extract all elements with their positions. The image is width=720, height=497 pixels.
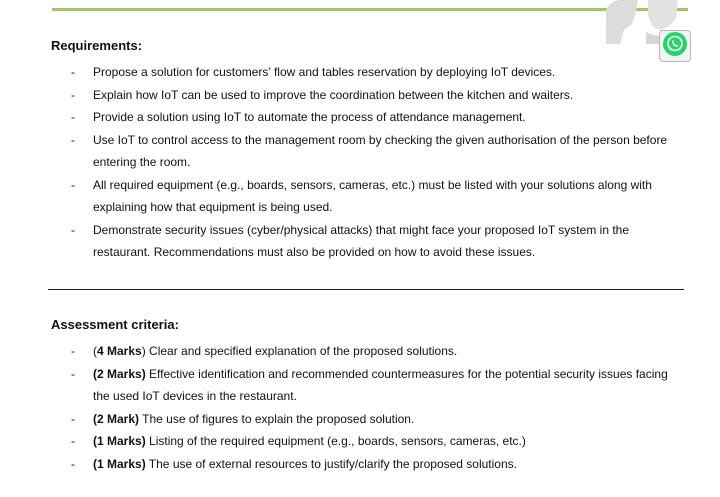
criterion-text: Clear and specified explanation of the proposed solutions.	[145, 344, 458, 358]
section-divider	[48, 289, 684, 290]
list-item	[52, 61, 684, 84]
list-dash: -	[71, 110, 75, 124]
list-dash: -	[71, 222, 75, 237]
list-dash: -	[71, 65, 75, 79]
whatsapp-icon	[662, 31, 688, 62]
list-item-text: Use IoT to control access to the management room by checking the given authorisation of the person before entering the room.	[93, 132, 668, 169]
list-item	[52, 453, 684, 476]
list-item-text: All required equipment (e.g., boards, sensors, cameras, etc.) must be listed with your solutions along with explaining how that equipment is being used.	[93, 177, 652, 214]
list-dash: -	[71, 344, 75, 358]
list-dash: -	[71, 411, 75, 426]
marks-close: )	[141, 344, 146, 358]
marks-label: (2 Mark)	[93, 411, 140, 426]
marks-open: (	[93, 344, 97, 358]
list-item-text: Explain how IoT can be used to improve the coordination between the kitchen and waiters.	[93, 87, 574, 102]
requirements-heading: Requirements:	[51, 38, 143, 53]
assessment-heading: Assessment criteria:	[51, 317, 179, 332]
list-item-text: Provide a solution using IoT to automate the process of attendance management.	[93, 110, 526, 124]
criterion-text: Effective identification and recommended countermeasures for the potential security issues facing the used IoT devices in the restaurant.	[93, 366, 668, 403]
criterion-text: The use of external resources to justify/clarify the proposed solutions.	[145, 456, 517, 471]
list-dash: -	[71, 434, 75, 448]
list-item-text: Propose a solution for customers’ flow and tables reservation by deploying IoT devices.	[93, 65, 556, 79]
list-item	[52, 430, 684, 453]
whatsapp-button[interactable]	[659, 30, 691, 62]
list-item	[52, 363, 684, 408]
marks-label: (1 Marks)	[93, 434, 146, 448]
marks-label: 4 Marks	[97, 344, 142, 358]
marks-label: (2 Marks)	[93, 366, 146, 381]
list-dash: -	[71, 366, 75, 381]
list-item	[52, 408, 684, 431]
list-item	[52, 340, 684, 363]
list-dash: -	[71, 87, 75, 102]
list-item	[52, 84, 684, 107]
criterion-text: Listing of the required equipment (e.g., boards, sensors, cameras, etc.)	[145, 434, 526, 448]
list-item	[52, 219, 684, 264]
criterion-text: The use of figures to explain the proposed solution.	[139, 411, 415, 426]
assessment-list	[52, 340, 684, 475]
list-dash: -	[71, 456, 75, 471]
top-divider	[52, 8, 688, 11]
list-dash: -	[71, 177, 75, 192]
list-dash: -	[71, 132, 75, 147]
requirements-list	[52, 61, 684, 264]
list-item	[52, 129, 684, 174]
marks-label: (1 Marks)	[93, 456, 146, 471]
list-item	[52, 106, 684, 129]
list-item	[52, 174, 684, 219]
list-item-text: Demonstrate security issues (cyber/physical attacks) that might face your proposed IoT system in the restaurant. Recommendations must also be provided on how to avoid these issues.	[93, 222, 630, 259]
